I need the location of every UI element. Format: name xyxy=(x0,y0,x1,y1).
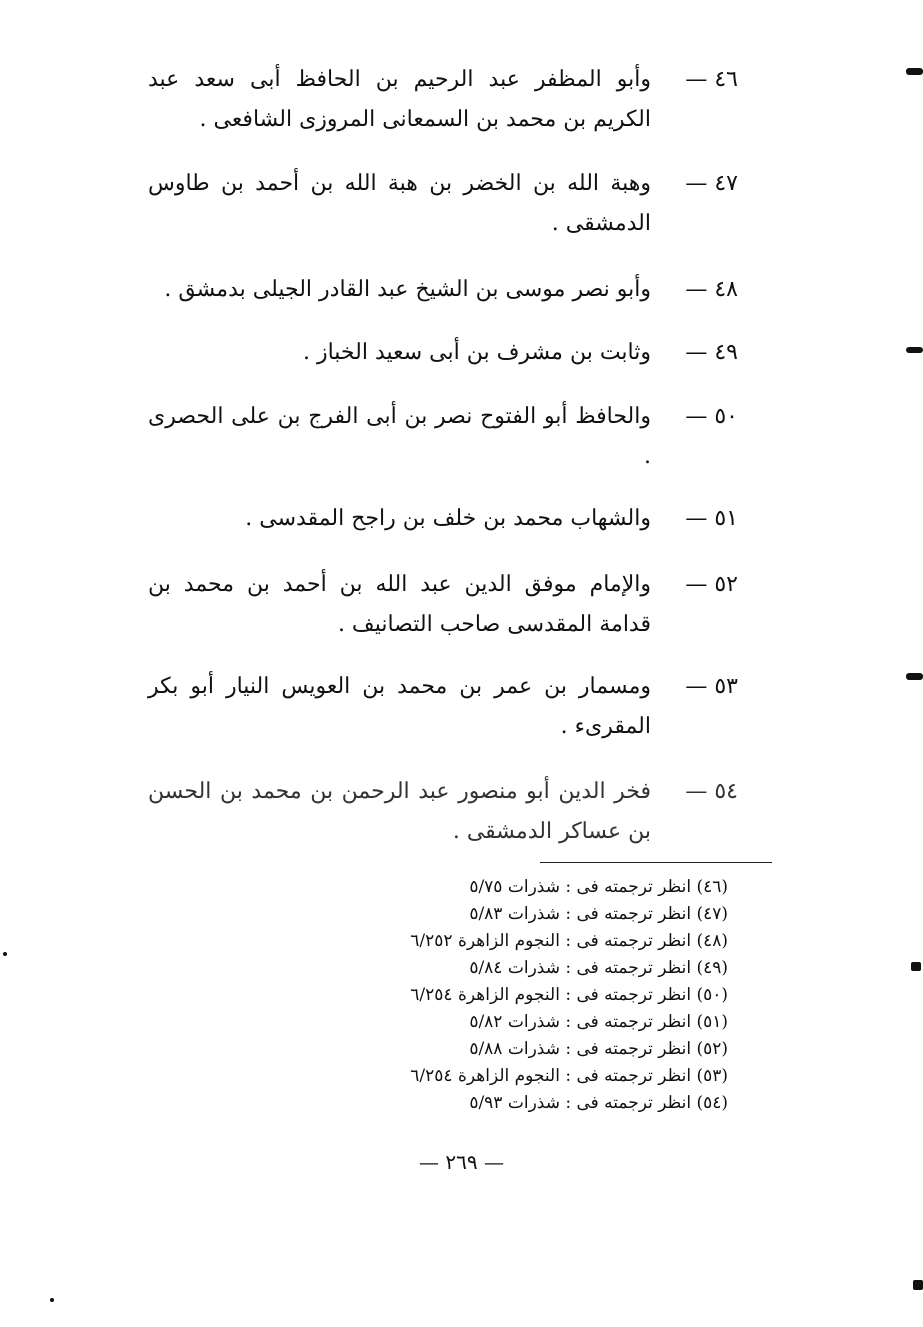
footnote: (٥٣) انظر ترجمته فى : النجوم الزاهرة ٦/٢٥٤ xyxy=(410,1066,728,1086)
entry-48 xyxy=(148,270,738,310)
entry-number: ٥٣ — xyxy=(685,674,738,699)
entry-text: ومسمار بن عمر بن محمد بن العويس النيار أبو بكر المقرىء . xyxy=(148,674,651,739)
entry-47 xyxy=(148,164,738,244)
footnote: (٤٧) انظر ترجمته فى : شذرات ٥/٨٣ xyxy=(469,904,728,924)
entry-number: ٤٦ — xyxy=(685,67,738,92)
footnote: (٥٤) انظر ترجمته فى : شذرات ٥/٩٣ xyxy=(469,1093,728,1113)
entry-number: ٤٧ — xyxy=(685,171,738,196)
entry-number: ٥٠ — xyxy=(685,404,738,429)
scan-mark xyxy=(906,673,923,680)
entry-46 xyxy=(148,60,738,140)
entry-text: وأبو نصر موسى بن الشيخ عبد القادر الجيلى بدمشق . xyxy=(164,277,651,302)
entry-text: وأبو المظفر عبد الرحيم بن الحافظ أبى سعد عبد الكريم بن محمد بن السمعانى المروزى الشافعى . xyxy=(148,67,651,132)
footnote: (٤٦) انظر ترجمته فى : شذرات ٥/٧٥ xyxy=(469,877,728,897)
scan-mark xyxy=(911,962,921,971)
entry-number: ٤٨ — xyxy=(685,277,738,302)
footnote: (٥٢) انظر ترجمته فى : شذرات ٥/٨٨ xyxy=(469,1039,728,1059)
entry-52 xyxy=(148,565,738,645)
entry-text: والشهاب محمد بن خلف بن راجح المقدسى . xyxy=(245,506,651,531)
entry-number: ٥٢ — xyxy=(685,572,738,597)
footnote: (٤٩) انظر ترجمته فى : شذرات ٥/٨٤ xyxy=(469,958,728,978)
entry-50 xyxy=(148,397,738,477)
entry-number: ٥٤ — xyxy=(685,779,738,804)
footnote: (٥٠) انظر ترجمته فى : النجوم الزاهرة ٦/٢٥٤ xyxy=(410,985,728,1005)
entry-text: وهبة الله بن الخضر بن هبة الله بن أحمد بن طاوس الدمشقى . xyxy=(148,171,651,236)
entry-text: والإمام موفق الدين عبد الله بن أحمد بن محمد بن قدامة المقدسى صاحب التصانيف . xyxy=(148,572,651,637)
entry-54 xyxy=(148,772,738,852)
entry-51 xyxy=(148,499,738,539)
entry-text: وثابت بن مشرف بن أبى سعيد الخباز . xyxy=(302,340,651,365)
entry-text: فخر الدين أبو منصور عبد الرحمن بن محمد بن الحسن بن عساكر الدمشقى . xyxy=(148,779,651,844)
footnote: (٥١) انظر ترجمته فى : شذرات ٥/٨٢ xyxy=(469,1012,728,1032)
scan-mark xyxy=(913,1280,923,1290)
footnote-separator xyxy=(540,862,772,863)
entry-number: ٤٩ — xyxy=(685,340,738,365)
entry-49 xyxy=(148,333,738,373)
footnotes xyxy=(308,874,728,1117)
page-number: — ٢٦٩ — xyxy=(419,1150,504,1174)
entry-53 xyxy=(148,667,738,747)
scan-mark xyxy=(906,68,923,75)
entry-number: ٥١ — xyxy=(685,506,738,531)
footnote: (٤٨) انظر ترجمته فى : النجوم الزاهرة ٦/٢٥٢ xyxy=(410,931,728,951)
scan-mark xyxy=(3,952,7,956)
entry-text: والحافظ أبو الفتوح نصر بن أبى الفرج بن على الحصرى . xyxy=(148,404,651,469)
scan-mark xyxy=(50,1298,54,1302)
scan-mark xyxy=(906,347,923,353)
